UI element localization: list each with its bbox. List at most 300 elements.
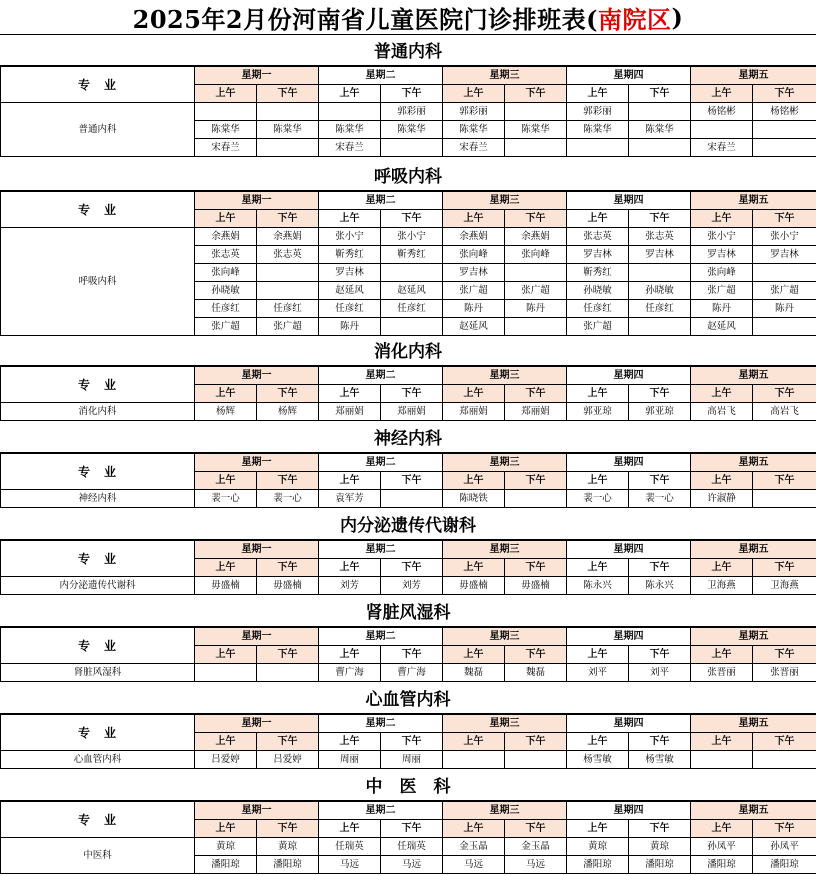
doctor-cell: 魏磊	[443, 664, 505, 682]
pm-header: 下午	[505, 472, 567, 490]
department-name: 心血管内科	[1, 751, 195, 769]
doctor-cell: 陈棠华	[381, 121, 443, 139]
day-header: 星期一	[195, 802, 319, 820]
day-header: 星期五	[691, 454, 816, 472]
doctor-cell: 毋盛楠	[443, 577, 505, 595]
doctor-cell: 马远	[443, 856, 505, 874]
title-close: )	[671, 2, 684, 32]
doctor-cell: 吕爱婷	[195, 751, 257, 769]
pm-header: 下午	[753, 472, 816, 490]
doctor-cell: 杨辉	[195, 403, 257, 421]
doctor-cell: 袁军芳	[319, 490, 381, 508]
day-header: 星期五	[691, 628, 816, 646]
pm-header: 下午	[629, 385, 691, 403]
pm-header: 下午	[753, 85, 816, 103]
doctor-cell: 宋春兰	[319, 139, 381, 157]
am-header: 上午	[195, 733, 257, 751]
doctor-cell	[195, 103, 257, 121]
am-header: 上午	[443, 472, 505, 490]
doctor-cell	[505, 490, 567, 508]
day-header: 星期二	[319, 367, 443, 385]
doctor-cell: 杨雪敏	[629, 751, 691, 769]
day-header: 星期四	[567, 628, 691, 646]
day-header: 星期四	[567, 367, 691, 385]
section-title: 肾脏风湿科	[0, 595, 816, 627]
doctor-cell: 陈丹	[753, 300, 816, 318]
doctor-cell	[567, 139, 629, 157]
am-header: 上午	[567, 210, 629, 228]
doctor-cell: 张晋丽	[691, 664, 753, 682]
pm-header: 下午	[629, 559, 691, 577]
doctor-cell: 曹广海	[381, 664, 443, 682]
am-header: 上午	[691, 820, 753, 838]
doctor-cell: 张小宁	[381, 228, 443, 246]
doctor-cell	[753, 318, 816, 336]
doctor-cell: 周丽	[381, 751, 443, 769]
am-header: 上午	[691, 210, 753, 228]
doctor-cell	[381, 139, 443, 157]
am-header: 上午	[319, 733, 381, 751]
pm-header: 下午	[753, 733, 816, 751]
day-header: 星期二	[319, 67, 443, 85]
doctor-cell: 任彦红	[567, 300, 629, 318]
am-header: 上午	[319, 646, 381, 664]
doctor-cell: 陈永兴	[567, 577, 629, 595]
doctor-cell	[691, 751, 753, 769]
pm-header: 下午	[257, 210, 319, 228]
table-row	[1, 751, 816, 769]
day-header: 星期一	[195, 67, 319, 85]
doctor-cell	[629, 264, 691, 282]
doctor-cell: 余燕娟	[257, 228, 319, 246]
doctor-cell: 杨辉	[257, 403, 319, 421]
doctor-cell: 陈晓铁	[443, 490, 505, 508]
doctor-cell: 任彦红	[319, 300, 381, 318]
doctor-cell: 杨铭彬	[753, 103, 816, 121]
pm-header: 下午	[257, 385, 319, 403]
am-header: 上午	[691, 85, 753, 103]
am-header: 上午	[691, 733, 753, 751]
doctor-cell: 陈棠华	[567, 121, 629, 139]
pm-header: 下午	[381, 733, 443, 751]
pm-header: 下午	[381, 385, 443, 403]
doctor-cell	[753, 751, 816, 769]
section-title: 呼吸内科	[0, 159, 816, 191]
doctor-cell: 孙晓敏	[629, 282, 691, 300]
doctor-cell: 郭亚琼	[629, 403, 691, 421]
am-header: 上午	[443, 385, 505, 403]
schedule-table	[0, 66, 816, 157]
specialty-header: 专 业	[1, 628, 195, 664]
doctor-cell: 金玉晶	[443, 838, 505, 856]
doctor-cell: 郭彩丽	[567, 103, 629, 121]
doctor-cell	[319, 103, 381, 121]
day-header: 星期一	[195, 192, 319, 210]
doctor-cell: 许淑静	[691, 490, 753, 508]
am-header: 上午	[691, 646, 753, 664]
pm-header: 下午	[505, 210, 567, 228]
doctor-cell: 张志英	[195, 246, 257, 264]
pm-header: 下午	[629, 210, 691, 228]
doctor-cell	[505, 264, 567, 282]
doctor-cell: 郑丽娟	[381, 403, 443, 421]
doctor-cell: 裴一心	[257, 490, 319, 508]
doctor-cell: 周丽	[319, 751, 381, 769]
day-header: 星期五	[691, 192, 816, 210]
doctor-cell: 任瑞英	[381, 838, 443, 856]
table-row	[1, 838, 816, 856]
doctor-cell: 刘芳	[381, 577, 443, 595]
pm-header: 下午	[505, 85, 567, 103]
am-header: 上午	[195, 820, 257, 838]
day-header: 星期二	[319, 802, 443, 820]
doctor-cell: 黄琼	[257, 838, 319, 856]
doctor-cell: 靳秀红	[381, 246, 443, 264]
pm-header: 下午	[629, 472, 691, 490]
schedule-table	[0, 453, 816, 508]
table-row	[1, 664, 816, 682]
doctor-cell: 陈棠华	[629, 121, 691, 139]
day-header: 星期二	[319, 715, 443, 733]
day-header: 星期四	[567, 715, 691, 733]
am-header: 上午	[443, 820, 505, 838]
doctor-cell: 陈丹	[319, 318, 381, 336]
doctor-cell: 张广超	[257, 318, 319, 336]
am-header: 上午	[195, 210, 257, 228]
pm-header: 下午	[381, 646, 443, 664]
am-header: 上午	[443, 210, 505, 228]
pm-header: 下午	[505, 733, 567, 751]
day-header: 星期五	[691, 367, 816, 385]
doctor-cell: 任彦红	[257, 300, 319, 318]
am-header: 上午	[195, 559, 257, 577]
doctor-cell: 赵延风	[381, 282, 443, 300]
am-header: 上午	[443, 559, 505, 577]
doctor-cell: 余燕娟	[505, 228, 567, 246]
doctor-cell: 孙晓敏	[567, 282, 629, 300]
doctor-cell	[753, 121, 816, 139]
doctor-cell	[257, 103, 319, 121]
pm-header: 下午	[753, 646, 816, 664]
doctor-cell: 黄琼	[629, 838, 691, 856]
day-header: 星期四	[567, 541, 691, 559]
doctor-cell: 陈永兴	[629, 577, 691, 595]
table-row	[1, 103, 816, 121]
doctor-cell: 曹广海	[319, 664, 381, 682]
doctor-cell: 毋盛楠	[505, 577, 567, 595]
doctor-cell: 马远	[505, 856, 567, 874]
page-title	[0, 0, 816, 35]
doctor-cell: 张广超	[505, 282, 567, 300]
day-header: 星期一	[195, 541, 319, 559]
pm-header: 下午	[257, 733, 319, 751]
doctor-cell: 吕爱婷	[257, 751, 319, 769]
day-header: 星期五	[691, 715, 816, 733]
doctor-cell	[505, 751, 567, 769]
doctor-cell: 卫海燕	[691, 577, 753, 595]
specialty-header: 专 业	[1, 192, 195, 228]
doctor-cell: 赵延风	[443, 318, 505, 336]
doctor-cell: 裴一心	[567, 490, 629, 508]
doctor-cell: 张广超	[567, 318, 629, 336]
doctor-cell: 宋春兰	[691, 139, 753, 157]
doctor-cell	[505, 103, 567, 121]
doctor-cell: 张向峰	[195, 264, 257, 282]
schedule-table	[0, 540, 816, 595]
day-header: 星期三	[443, 715, 567, 733]
table-row	[1, 228, 816, 246]
doctor-cell: 潘阳琼	[629, 856, 691, 874]
pm-header: 下午	[381, 820, 443, 838]
pm-header: 下午	[629, 85, 691, 103]
doctor-cell: 高岩飞	[691, 403, 753, 421]
pm-header: 下午	[257, 820, 319, 838]
pm-header: 下午	[257, 646, 319, 664]
doctor-cell: 郭彩丽	[443, 103, 505, 121]
pm-header: 下午	[505, 385, 567, 403]
department-name: 内分泌遗传代谢科	[1, 577, 195, 595]
schedule-table	[0, 366, 816, 421]
day-header: 星期三	[443, 367, 567, 385]
doctor-cell	[381, 490, 443, 508]
pm-header: 下午	[381, 559, 443, 577]
doctor-cell: 裴一心	[629, 490, 691, 508]
specialty-header: 专 业	[1, 454, 195, 490]
doctor-cell: 靳秀红	[319, 246, 381, 264]
doctor-cell: 毋盛楠	[257, 577, 319, 595]
am-header: 上午	[195, 385, 257, 403]
section-title: 内分泌遗传代谢科	[0, 508, 816, 540]
doctor-cell: 余燕娟	[443, 228, 505, 246]
am-header: 上午	[195, 646, 257, 664]
doctor-cell: 刘平	[567, 664, 629, 682]
doctor-cell: 潘阳琼	[257, 856, 319, 874]
day-header: 星期三	[443, 67, 567, 85]
am-header: 上午	[567, 733, 629, 751]
doctor-cell	[753, 264, 816, 282]
pm-header: 下午	[257, 559, 319, 577]
doctor-cell: 罗吉林	[443, 264, 505, 282]
table-row	[1, 403, 816, 421]
am-header: 上午	[567, 820, 629, 838]
doctor-cell: 罗吉林	[753, 246, 816, 264]
doctor-cell: 卫海燕	[753, 577, 816, 595]
doctor-cell: 潘阳琼	[691, 856, 753, 874]
doctor-cell: 潘阳琼	[567, 856, 629, 874]
doctor-cell: 陈丹	[691, 300, 753, 318]
doctor-cell: 罗吉林	[319, 264, 381, 282]
doctor-cell	[753, 490, 816, 508]
doctor-cell	[753, 139, 816, 157]
day-header: 星期五	[691, 802, 816, 820]
doctor-cell: 毋盛楠	[195, 577, 257, 595]
schedule-table	[0, 627, 816, 682]
doctor-cell: 罗吉林	[629, 246, 691, 264]
doctor-cell: 陈丹	[443, 300, 505, 318]
section-title: 消化内科	[0, 334, 816, 366]
pm-header: 下午	[505, 820, 567, 838]
section-title: 神经内科	[0, 421, 816, 453]
department-name: 消化内科	[1, 403, 195, 421]
doctor-cell: 罗吉林	[691, 246, 753, 264]
department-name: 呼吸内科	[1, 228, 195, 336]
am-header: 上午	[319, 472, 381, 490]
doctor-cell: 罗吉林	[567, 246, 629, 264]
am-header: 上午	[567, 385, 629, 403]
doctor-cell: 张志英	[629, 228, 691, 246]
am-header: 上午	[567, 472, 629, 490]
doctor-cell: 陈棠华	[319, 121, 381, 139]
department-name: 中医科	[1, 838, 195, 874]
doctor-cell: 郑丽娟	[443, 403, 505, 421]
pm-header: 下午	[753, 385, 816, 403]
day-header: 星期三	[443, 802, 567, 820]
doctor-cell	[381, 264, 443, 282]
doctor-cell: 任彦红	[381, 300, 443, 318]
doctor-cell: 孙凤平	[691, 838, 753, 856]
doctor-cell: 赵延风	[691, 318, 753, 336]
doctor-cell	[505, 139, 567, 157]
title-main: 2025年2月份河南省儿童医院门诊排班表(	[132, 4, 598, 34]
am-header: 上午	[691, 472, 753, 490]
doctor-cell: 潘阳琼	[753, 856, 816, 874]
day-header: 星期四	[567, 802, 691, 820]
doctor-cell: 陈棠华	[505, 121, 567, 139]
doctor-cell: 魏磊	[505, 664, 567, 682]
doctor-cell: 郑丽娟	[505, 403, 567, 421]
pm-header: 下午	[257, 472, 319, 490]
section-title: 中 医 科	[0, 769, 816, 801]
specialty-header: 专 业	[1, 715, 195, 751]
pm-header: 下午	[753, 820, 816, 838]
am-header: 上午	[319, 210, 381, 228]
doctor-cell	[257, 139, 319, 157]
schedule-table	[0, 191, 816, 336]
day-header: 星期五	[691, 541, 816, 559]
department-name: 普通内科	[1, 103, 195, 157]
day-header: 星期三	[443, 628, 567, 646]
am-header: 上午	[691, 559, 753, 577]
doctor-cell: 任瑞英	[319, 838, 381, 856]
pm-header: 下午	[753, 210, 816, 228]
am-header: 上午	[691, 385, 753, 403]
day-header: 星期一	[195, 715, 319, 733]
doctor-cell: 裴一心	[195, 490, 257, 508]
doctor-cell: 陈棠华	[195, 121, 257, 139]
day-header: 星期二	[319, 628, 443, 646]
doctor-cell	[257, 282, 319, 300]
am-header: 上午	[567, 85, 629, 103]
doctor-cell: 任彦红	[629, 300, 691, 318]
table-row	[1, 490, 816, 508]
table-row	[1, 577, 816, 595]
section-title: 普通内科	[0, 34, 816, 66]
am-header: 上午	[319, 820, 381, 838]
day-header: 星期三	[443, 454, 567, 472]
doctor-cell: 张广超	[443, 282, 505, 300]
doctor-cell: 张广超	[691, 282, 753, 300]
doctor-cell: 马远	[319, 856, 381, 874]
day-header: 星期四	[567, 454, 691, 472]
day-header: 星期一	[195, 628, 319, 646]
doctor-cell: 张志英	[567, 228, 629, 246]
doctor-cell: 张向峰	[505, 246, 567, 264]
doctor-cell: 张广超	[195, 318, 257, 336]
doctor-cell: 张小宁	[691, 228, 753, 246]
am-header: 上午	[567, 646, 629, 664]
doctor-cell	[629, 139, 691, 157]
title-campus: 南院区	[598, 4, 672, 34]
department-name: 神经内科	[1, 490, 195, 508]
doctor-cell: 郑丽娟	[319, 403, 381, 421]
doctor-cell: 马远	[381, 856, 443, 874]
pm-header: 下午	[629, 820, 691, 838]
doctor-cell: 任彦红	[195, 300, 257, 318]
pm-header: 下午	[629, 733, 691, 751]
doctor-cell	[381, 318, 443, 336]
doctor-cell: 陈丹	[505, 300, 567, 318]
pm-header: 下午	[505, 559, 567, 577]
doctor-cell: 余燕娟	[195, 228, 257, 246]
doctor-cell: 张小宁	[319, 228, 381, 246]
doctor-cell: 孙凤平	[753, 838, 816, 856]
schedule-table	[0, 801, 816, 874]
doctor-cell: 陈棠华	[443, 121, 505, 139]
schedule-table	[0, 714, 816, 769]
doctor-cell: 张向峰	[691, 264, 753, 282]
doctor-cell: 宋春兰	[443, 139, 505, 157]
doctor-cell: 郭彩丽	[381, 103, 443, 121]
am-header: 上午	[443, 733, 505, 751]
specialty-header: 专 业	[1, 802, 195, 838]
day-header: 星期一	[195, 454, 319, 472]
doctor-cell	[257, 264, 319, 282]
pm-header: 下午	[629, 646, 691, 664]
doctor-cell: 张小宁	[753, 228, 816, 246]
am-header: 上午	[443, 85, 505, 103]
specialty-header: 专 业	[1, 367, 195, 403]
am-header: 上午	[319, 85, 381, 103]
doctor-cell	[257, 664, 319, 682]
pm-header: 下午	[381, 85, 443, 103]
doctor-cell: 郭亚琼	[567, 403, 629, 421]
doctor-cell: 赵延风	[319, 282, 381, 300]
doctor-cell	[505, 318, 567, 336]
doctor-cell: 刘平	[629, 664, 691, 682]
specialty-header: 专 业	[1, 67, 195, 103]
day-header: 星期四	[567, 67, 691, 85]
pm-header: 下午	[505, 646, 567, 664]
am-header: 上午	[195, 85, 257, 103]
pm-header: 下午	[257, 85, 319, 103]
doctor-cell: 张向峰	[443, 246, 505, 264]
day-header: 星期三	[443, 541, 567, 559]
doctor-cell: 潘阳琼	[195, 856, 257, 874]
day-header: 星期四	[567, 192, 691, 210]
doctor-cell	[195, 664, 257, 682]
doctor-cell: 杨雪敏	[567, 751, 629, 769]
section-title: 心血管内科	[0, 682, 816, 714]
pm-header: 下午	[381, 210, 443, 228]
doctor-cell	[691, 121, 753, 139]
doctor-cell: 金玉晶	[505, 838, 567, 856]
doctor-cell	[443, 751, 505, 769]
am-header: 上午	[319, 385, 381, 403]
doctor-cell: 陈棠华	[257, 121, 319, 139]
am-header: 上午	[567, 559, 629, 577]
doctor-cell: 张晋丽	[753, 664, 816, 682]
doctor-cell: 刘芳	[319, 577, 381, 595]
